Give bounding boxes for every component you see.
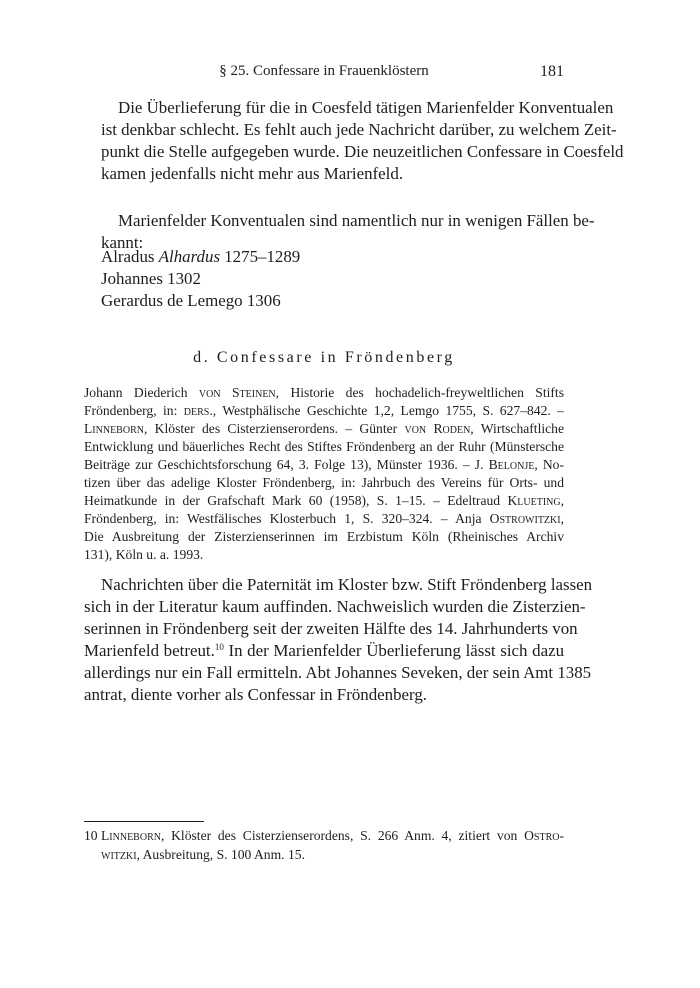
- biblio-line: Heimatkunde in der Grafschaft Mark 60 (1958), S. 1–15. – Edeltraud Klueting,: [84, 493, 564, 508]
- biblio-line: Linneborn, Klöster des Cisterzienserordens. – Günter von Roden, Wirtschaftliche: [84, 421, 564, 436]
- text-line: Nachrichten über die Paternität im Kloster bzw. Stift Fröndenberg lassen: [101, 575, 593, 594]
- name-variant: Alhardus: [158, 247, 221, 266]
- running-head: [84, 63, 564, 85]
- name-list: [101, 246, 300, 312]
- running-title: § 25. Confessare in Frauenklöstern: [219, 63, 429, 79]
- name-years: 1275–1289: [220, 247, 301, 266]
- text-line: serinnen in Fröndenberg seit der zweiten Hälfte des 14. Jahrhunderts von: [84, 619, 578, 638]
- text-line: Die Überlieferung für die in Coesfeld tätigen Marienfelder Konventualen: [118, 98, 614, 117]
- biblio-line: Fröndenberg, in: Westfälisches Klosterbuch 1, S. 320–324. – Anja Ostrowitzki,: [84, 511, 564, 526]
- biblio-line: Entwicklung und bäuerliches Recht des Stiftes Fröndenberg an der Ruhr (Münstersche: [84, 439, 564, 454]
- biblio-line: Beiträge zur Geschichtsforschung 64, 3. Folge 13), Münster 1936. – J. Belonje, No-: [84, 457, 564, 472]
- text-line: Marienfeld betreut.$^{10}$ In der Marienfelder Überlieferung lässt sich dazu: [84, 641, 565, 660]
- biblio-line: Fröndenberg, in: ders., Westphälische Geschichte 1,2, Lemgo 1755, S. 627–842. –: [84, 403, 564, 418]
- name-text: Alradus: [101, 247, 159, 266]
- text-line: kannt:: [101, 233, 144, 252]
- bibliography: [84, 384, 564, 564]
- text-line: ist denkbar schlecht. Es fehlt auch jede Nachricht darüber, zu welchem Zeit-: [101, 120, 617, 139]
- footnote-line: Linneborn, Klöster des Cisterzienserordens, S. 266 Anm. 4, zitiert von Ostro-: [101, 828, 564, 843]
- paragraph-coesfeld: [84, 97, 624, 185]
- footnote-line: witzki, Ausbreitung, S. 100 Anm. 15.: [101, 847, 305, 862]
- text-line: allerdings nur ein Fall ermitteln. Abt Johannes Seveken, der sein Amt 1385: [84, 663, 592, 682]
- biblio-line: 131), Köln u. a. 1993.: [84, 547, 204, 562]
- footnote-divider: [84, 821, 204, 822]
- section-heading: d. Confessare in Fröndenberg: [193, 349, 455, 366]
- footnote-ref: 10: [214, 642, 224, 652]
- footnote-number: 10: [84, 828, 98, 843]
- footnote-text: [101, 826, 564, 864]
- biblio-line: tizen über das adelige Kloster Fröndenberg, in: Jahrbuch des Vereins für Orts- und: [84, 475, 564, 490]
- page-number: 181: [540, 63, 564, 80]
- paragraph-froendenberg: [84, 574, 593, 706]
- text-line: kamen jedenfalls nicht mehr aus Marienfeld.: [101, 164, 404, 183]
- biblio-line: Johann Diederich von Steinen, Historie des hochadelich-freyweltlichen Stifts: [84, 385, 564, 400]
- text-line: antrat, diente vorher als Confessar in Fröndenberg.: [84, 685, 428, 704]
- text-line: Marienfelder Konventualen sind namentlich nur in wenigen Fällen be-: [118, 211, 595, 230]
- list-item: Johannes 1302: [101, 269, 201, 288]
- list-item: [101, 246, 300, 268]
- text-line: punkt die Stelle aufgegeben wurde. Die neuzeitlichen Confessare in Coesfeld: [101, 142, 624, 161]
- biblio-line: Die Ausbreitung der Zisterzienserinnen im Erzbistum Köln (Rheinisches Archiv: [84, 529, 564, 544]
- list-item: Gerardus de Lemego 1306: [101, 291, 281, 310]
- text-line: sich in der Literatur kaum auffinden. Nachweislich wurden die Zisterzien-: [84, 597, 586, 616]
